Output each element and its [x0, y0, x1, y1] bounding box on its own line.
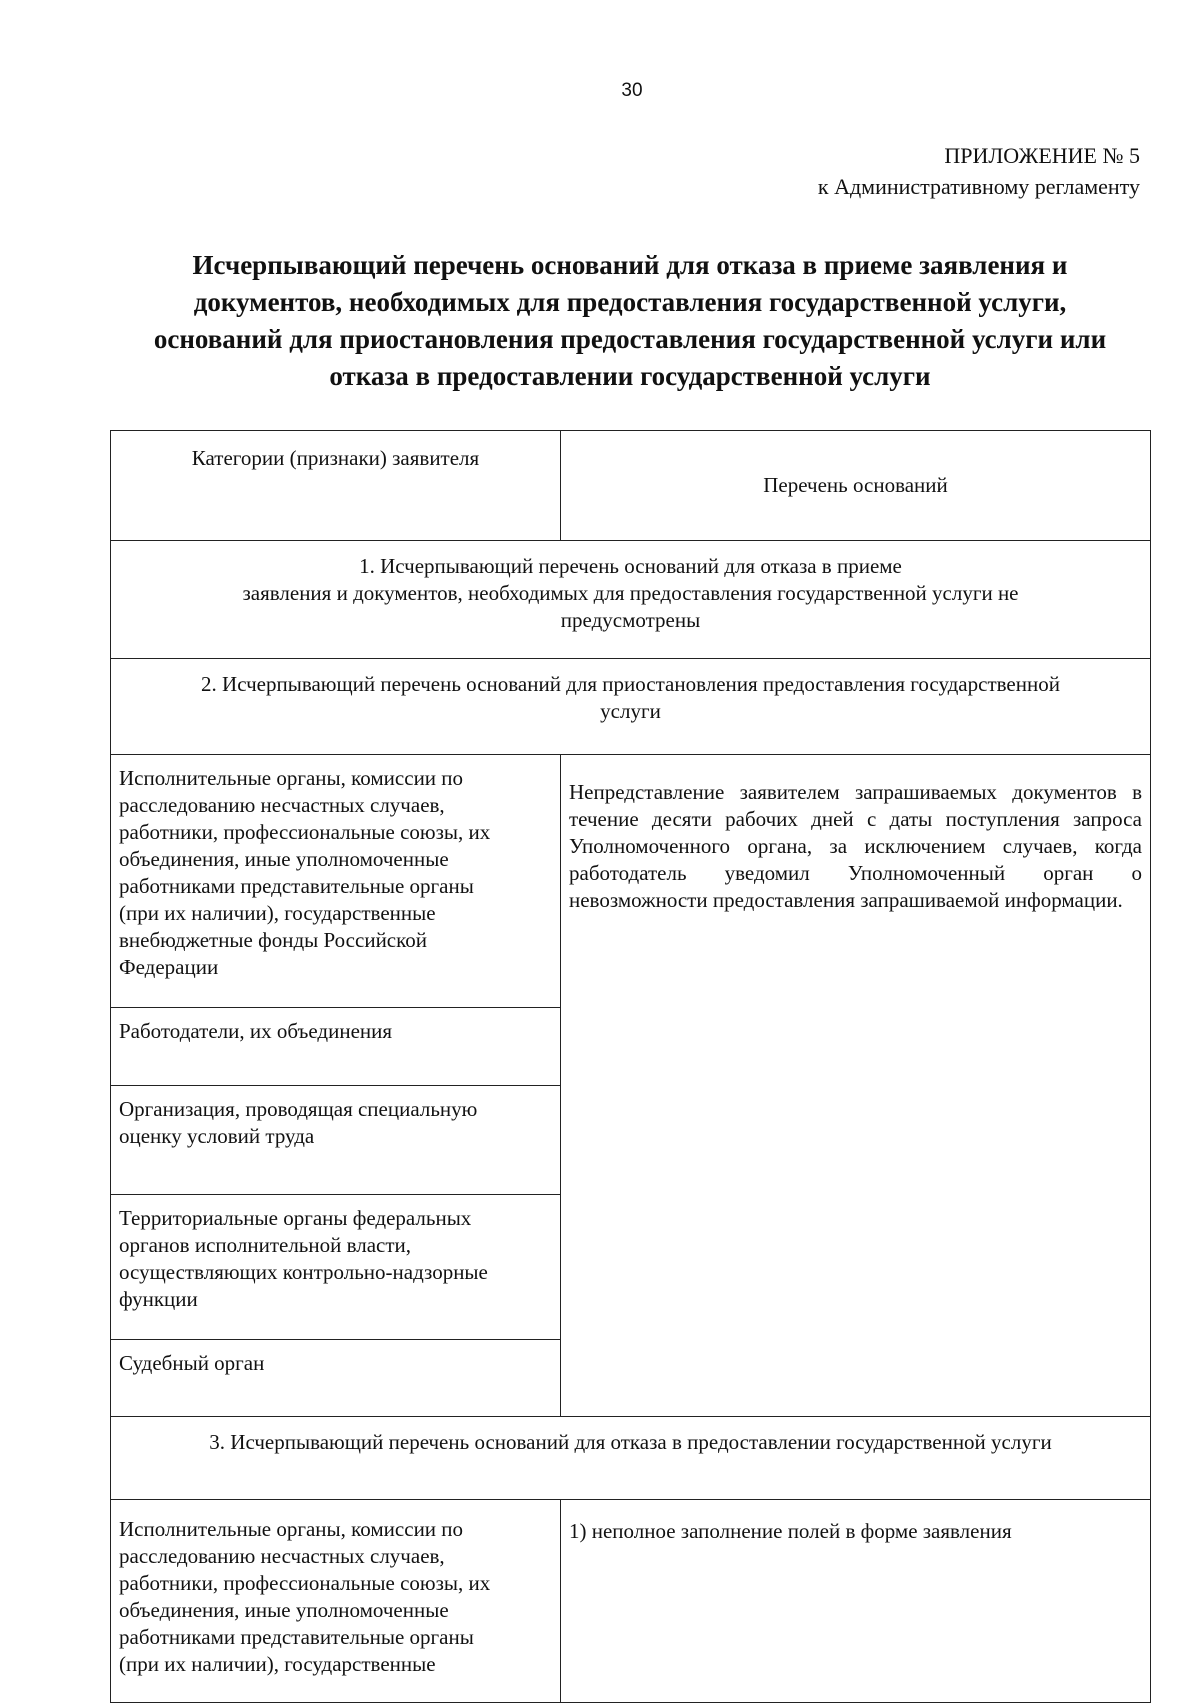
- section-1-line: 1. Исчерпывающий перечень оснований для отказа в приеме: [359, 554, 902, 578]
- section-3-line: 3. Исчерпывающий перечень оснований для отказа в предоставлении государственной услуги: [209, 1430, 1052, 1454]
- category-line: расследованию несчастных случаев,: [119, 1544, 445, 1568]
- section-1-heading: [111, 541, 1151, 659]
- title-line: Исчерпывающий перечень оснований для отказа в приеме заявления и: [192, 250, 1068, 280]
- category-line: Исполнительные органы, комиссии по: [119, 1517, 464, 1541]
- category-line: объединения, иные уполномоченные: [119, 847, 449, 871]
- appendix-number: ПРИЛОЖЕНИЕ № 5: [944, 143, 1140, 168]
- table-row: [111, 1500, 1151, 1703]
- category-line: Организация, проводящая специальную: [119, 1097, 478, 1121]
- category-line: объединения, иные уполномоченные: [119, 1598, 449, 1622]
- table-row: [111, 755, 1151, 1008]
- category-line: Исполнительные органы, комиссии по: [119, 766, 464, 790]
- section-3-row: [111, 1417, 1151, 1500]
- category-line: функции: [119, 1287, 198, 1311]
- grounds-table: [110, 430, 1151, 1703]
- applicant-category-cell: [111, 1086, 561, 1195]
- category-line: работники, профессиональные союзы, их: [119, 820, 491, 844]
- document-title: [110, 247, 1150, 395]
- category-line: (при их наличии), государственные: [119, 901, 436, 925]
- category-line: работники, профессиональные союзы, их: [119, 1571, 491, 1595]
- category-line: расследованию несчастных случаев,: [119, 793, 445, 817]
- suspension-grounds-text: Непредставление заявителем запрашиваемых документов в течение десяти рабочих дней с даты поступления запроса Уполномоченного органа, за исключением случаев, когда работодатель уведомил Уполномоченный орган о невозможности предоставления запрашиваемой информации.: [569, 780, 1142, 912]
- suspension-grounds-cell: [561, 755, 1151, 1417]
- table-header-row: [111, 431, 1151, 541]
- category-line: Работодатели, их объединения: [119, 1019, 393, 1043]
- appendix-reference: к Административному регламенту: [817, 174, 1140, 199]
- section-2-line: 2. Исчерпывающий перечень оснований для приостановления предоставления государственной: [201, 672, 1060, 696]
- refusal-grounds-text: 1) неполное заполнение полей в форме заявления: [569, 1519, 1012, 1543]
- category-line: осуществляющих контрольно-надзорные: [119, 1260, 488, 1284]
- category-line: Территориальные органы федеральных: [119, 1206, 472, 1230]
- section-2-heading: [111, 659, 1151, 755]
- section-2-row: [111, 659, 1151, 755]
- refusal-grounds-cell: [561, 1500, 1151, 1703]
- title-line: документов, необходимых для предоставления государственной услуги,: [193, 287, 1067, 317]
- applicant-category-cell: [111, 1008, 561, 1086]
- page-number: 30: [621, 80, 643, 101]
- category-line: органов исполнительной власти,: [119, 1233, 412, 1257]
- appendix-caption: [818, 140, 1140, 202]
- applicant-category-cell: [111, 1500, 561, 1703]
- applicant-category-cell: [111, 755, 561, 1008]
- section-1-line: предусмотрены: [560, 608, 701, 632]
- header-applicant-categories: Категории (признаки) заявителя: [111, 431, 561, 541]
- applicant-category-cell: [111, 1195, 561, 1340]
- section-1-line: заявления и документов, необходимых для предоставления государственной услуги не: [242, 581, 1019, 605]
- title-line: отказа в предоставлении государственной услуги: [329, 361, 931, 391]
- category-line: оценку условий труда: [119, 1124, 315, 1148]
- category-line: работниками представительные органы: [119, 1625, 474, 1649]
- category-line: Судебный орган: [119, 1351, 265, 1375]
- category-line: работниками представительные органы: [119, 874, 474, 898]
- header-grounds-list: Перечень оснований: [561, 431, 1151, 541]
- category-line: (при их наличии), государственные: [119, 1652, 436, 1676]
- applicant-category-cell: [111, 1340, 561, 1417]
- section-1-row: [111, 541, 1151, 659]
- title-line: оснований для приостановления предоставления государственной услуги или: [153, 324, 1107, 354]
- category-line: Федерации: [119, 955, 219, 979]
- category-line: внебюджетные фонды Российской: [119, 928, 427, 952]
- section-2-line: услуги: [600, 699, 661, 723]
- section-3-heading: [111, 1417, 1151, 1500]
